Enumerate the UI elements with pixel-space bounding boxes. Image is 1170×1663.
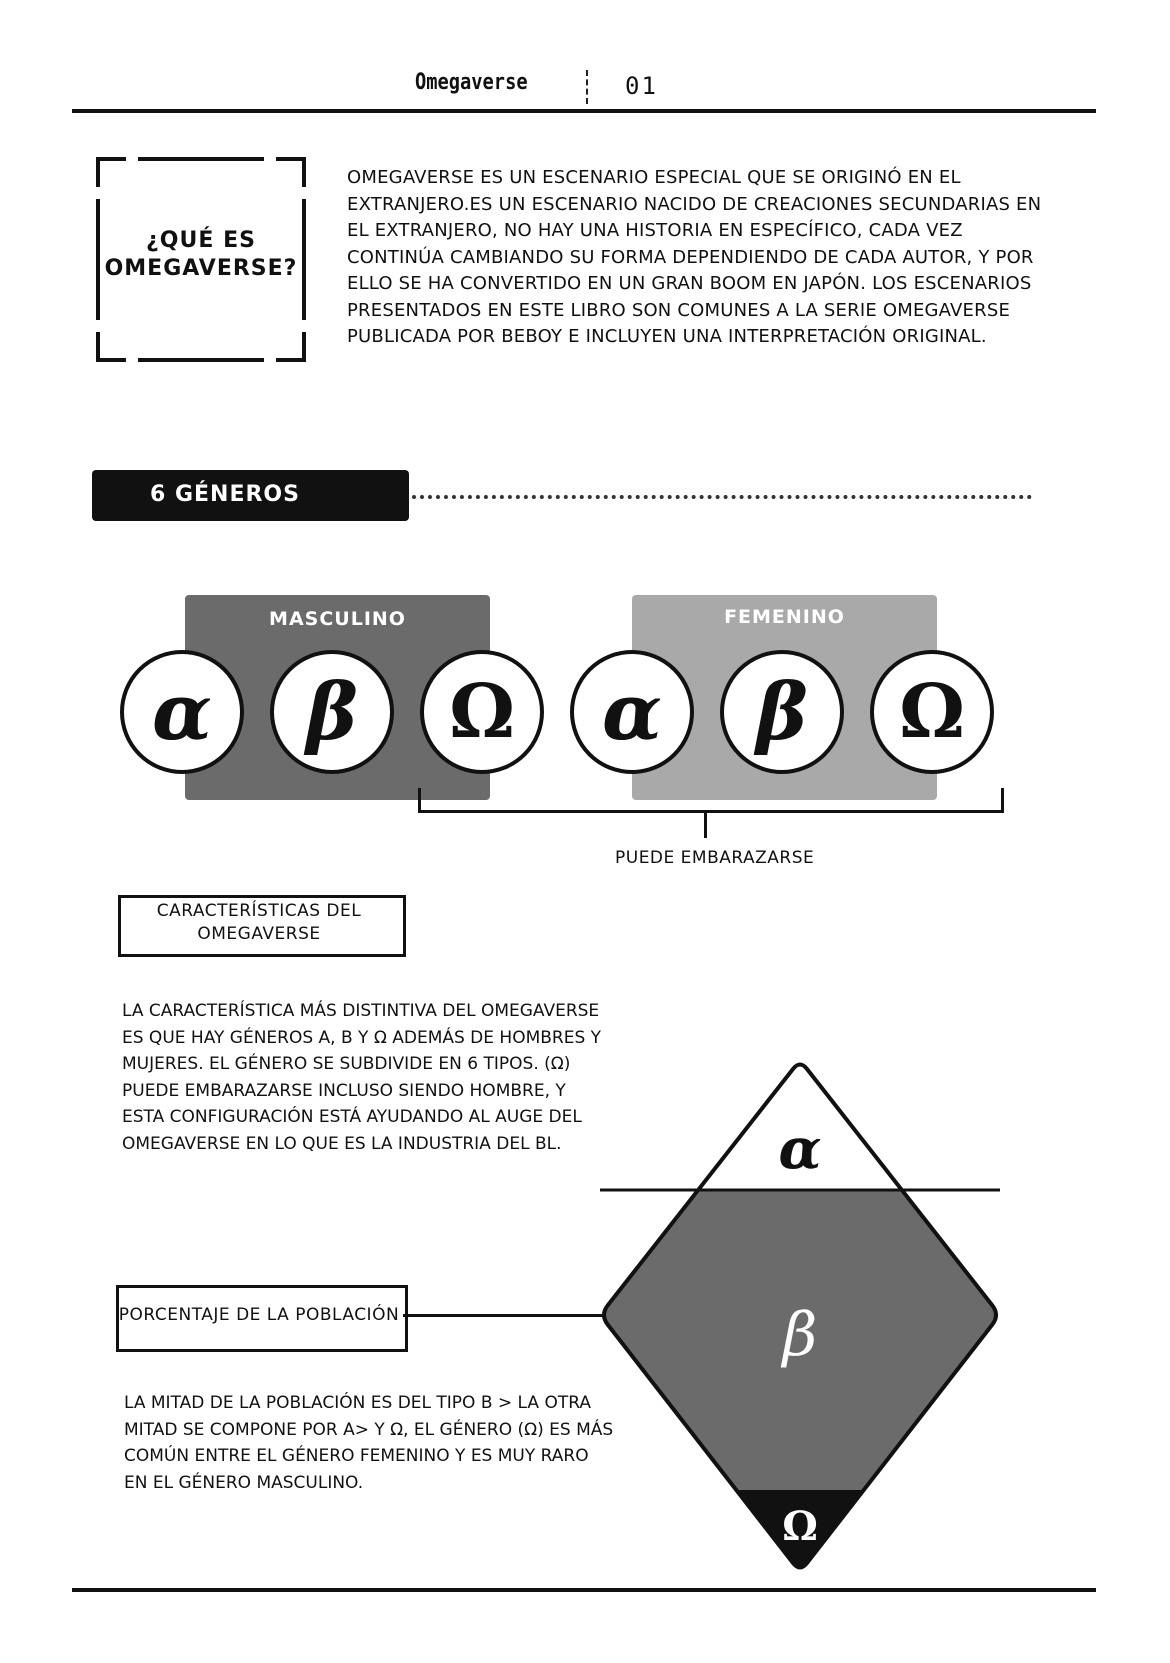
page-number: 01 bbox=[625, 72, 658, 100]
pregnancy-bracket-tick bbox=[704, 810, 707, 838]
characteristics-body: LA CARACTERÍSTICA MÁS DISTINTIVA DEL OMEGAVERSE ES QUE HAY GÉNEROS A, B Y Ω ADEMÁS DE HOMBRES Y MUJERES. EL GÉNERO SE SUBDIVIDE EN 6 TIPOS. (Ω) PUEDE EMBARAZARSE INCLUSO SIENDO HOMBRE, Y ESTA CONFIGURACIÓN ESTÁ AYUDANDO AL AUGE DEL OMEGAVERSE EN LO QUE ES LA INDUSTRIA DEL BL. bbox=[122, 1001, 602, 1154]
population-diamond bbox=[600, 1060, 1000, 1580]
pregnancy-label: PUEDE EMBARAZARSE bbox=[615, 848, 815, 868]
female-omega-circle: Ω bbox=[870, 650, 994, 774]
header-divider bbox=[586, 70, 588, 104]
male-label: MASCULINO bbox=[269, 608, 406, 630]
characteristics-title bbox=[118, 900, 400, 946]
diamond-omega-label: Ω bbox=[782, 1503, 818, 1550]
top-rule bbox=[72, 109, 1096, 113]
female-label: FEMENINO bbox=[724, 606, 845, 628]
section-heading: 6 GÉNEROS bbox=[150, 482, 300, 507]
pregnancy-bracket bbox=[418, 788, 1004, 813]
male-omega-circle: Ω bbox=[420, 650, 544, 774]
header-title: Omegaverse bbox=[415, 70, 528, 95]
male-beta-circle: β bbox=[270, 650, 394, 774]
dotted-leader bbox=[412, 495, 1032, 499]
characteristics-title-line2: OMEGAVERSE bbox=[197, 924, 321, 944]
intro-body: OMEGAVERSE ES UN ESCENARIO ESPECIAL QUE SE ORIGINÓ EN EL EXTRANJERO.ES UN ESCENARIO NACIDO DE CREACIONES SECUNDARIAS EN EL EXTRANJERO, NO HAY UNA HISTORIA EN ESPECÍFICO, CADA VEZ CONTINÚA CAMBIANDO SU FORMA DEPENDIENDO DE CADA AUTOR, Y POR ELLO SE HA CONVERTIDO EN UN GRAN BOOM EN JAPÓN. LOS ESCENARIOS PRESENTADOS EN ESTE LIBRO SON COMUNES A LA SERIE OMEGAVERSE PUBLICADA POR BEBOY E INCLUYEN UNA INTERPRETACIÓN ORIGINAL. bbox=[347, 167, 1042, 347]
intro-title-line2: OMEGAVERSE? bbox=[104, 256, 298, 281]
population-body: LA MITAD DE LA POBLACIÓN ES DEL TIPO B > LA OTRA MITAD SE COMPONE POR A> Y Ω, EL GÉNERO (Ω) ES MÁS COMÚN ENTRE EL GÉNERO FEMENINO Y ES MUY RARO EN EL GÉNERO MASCULINO. bbox=[124, 1393, 614, 1493]
female-alpha-circle: α bbox=[570, 650, 694, 774]
female-beta-circle: β bbox=[720, 650, 844, 774]
diamond-beta-label: β bbox=[782, 1300, 818, 1370]
intro-title bbox=[96, 227, 306, 283]
intro-title-line1: ¿QUÉ ES bbox=[146, 228, 256, 253]
population-title: PORCENTAJE DE LA POBLACIÓN bbox=[118, 1305, 400, 1325]
bottom-rule bbox=[72, 1588, 1096, 1592]
population-connector-line bbox=[403, 1314, 606, 1317]
characteristics-title-line1: CARACTERÍSTICAS DEL bbox=[156, 901, 362, 921]
diamond-alpha-label: α bbox=[778, 1116, 822, 1182]
male-alpha-circle: α bbox=[120, 650, 244, 774]
